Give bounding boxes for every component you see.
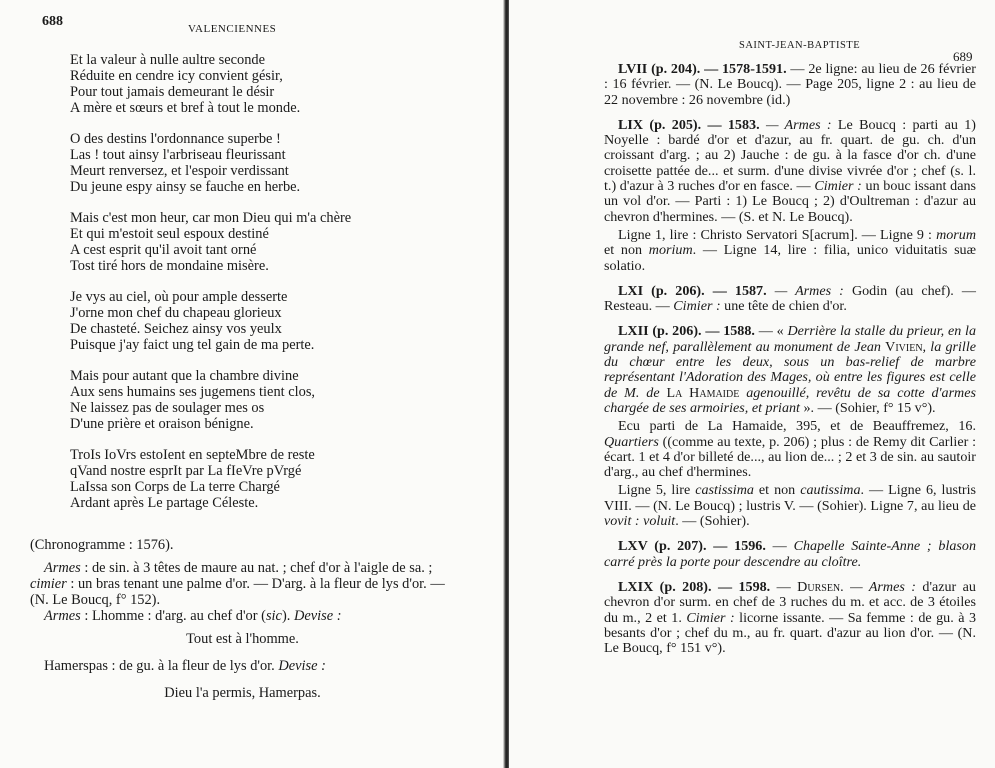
entry-heading: LXV (p. 207). — 1596. (618, 538, 766, 555)
verse-line: De chasteté. Seichez ainsy vos yeulx (70, 320, 282, 337)
verse-line: Réduite en cendre icy convient gésir, (70, 67, 283, 84)
stanza (70, 290, 351, 354)
notes-right (604, 62, 976, 666)
verse-line: A cest esprit qu'il avoit tant orné (70, 241, 257, 258)
verse-line: Puisque j'ay faict ung tel gain de ma perte. (70, 336, 315, 353)
entry-heading: LXIX (p. 208). — 1598. (618, 578, 771, 595)
stanza (70, 132, 351, 196)
verse-line: Mais c'est mon heur, car mon Dieu qui m'a chère (70, 210, 352, 227)
hamerspas-note: Hamerspas : de gu. à la fleur de lys d'or. Devise : (44, 658, 326, 674)
entry-lxii: LXII (p. 206). — 1588. — « Derrière la stalle du prieur, en la grande nef, parallèlement au monument de Jean Vivien, la grille du chœur entre les deux, sous un bas-relief de marbre représentant l'Adoration des Mages, où entre les figures est celle de M. de La Hamaide agenouillé, revêtu de sa cotte d'armes chargée de ses armoiries, et priant ». — (Sohier, f° 15 v°). Ecu parti de La Hamaide, 395, et de Beauffremez, 16. Quartiers ((comme au texte, p. 206) ; plus : de Remy dit Carlier : écart. 1 et 4 d'or billeté de..., au lion de... ; 2 et 3 de sin. au sautoir d'arg., au chef d'hermines. Ligne 5, lire castissima et non cautissima. — Ligne 6, lustris VIII. — (N. Le Boucq) ; lustris V. — (Sohier). Ligne 7, au lieu de vovit : voluit. — (Sohier). (604, 323, 977, 530)
motto-1: Tout est à l'homme. (186, 631, 299, 647)
arms-note-2: Armes : Lhomme : d'arg. au chef d'or (sic). Devise : (44, 608, 342, 624)
entry-heading: LVII (p. 204). — 1578-1591. (618, 61, 787, 77)
chronogram-stanza (70, 448, 351, 512)
cimier-label: cimier (30, 576, 67, 592)
arms-label: Armes (44, 560, 81, 576)
running-head-right: SAINT-JEAN-BAPTISTE (739, 40, 861, 51)
verse-line: Ardant après Le partage Céleste. (70, 494, 259, 511)
verse-line: A mère et sœurs et bref à tout le monde. (70, 99, 301, 116)
notes-left (30, 537, 455, 701)
verse-line: TroIs IoVrs estoIent en septeMbre de reste (70, 447, 315, 464)
verse-line: J'orne mon chef du chapeau glorieux (70, 304, 282, 321)
arms-note-1: Armes : de sin. à 3 têtes de maure au nat. ; chef d'or à l'aigle de sa. ; cimier : un bras tenant une palme d'or. — D'arg. à la fleur de lys d'or. — (N. Le Boucq, f° 152). (30, 560, 445, 608)
verse-line: Du jeune espy ainsy se fauche en herbe. (70, 178, 301, 195)
entry-lxix: LXIX (p. 208). — 1598. — Dursen. — Armes : d'azur au chevron d'or surm. en chef de 3 ruches du m. et acc. de 3 étoiles du m., 2 et 1. Cimier : licorne issante. — Sa femme : de gu. à 3 besants d'or ; chef du m., au fr. quart. d'azur au lion d'or. — (N. Le Boucq, f° 151 v°). (604, 578, 977, 657)
right-page (509, 0, 995, 768)
entry-heading: LXII (p. 206). — 1588. (618, 323, 755, 340)
verse-line: LaIssa son Corps de La terre Chargé (70, 478, 280, 495)
running-head-left: VALENCIENNES (188, 23, 277, 35)
verse-line: qVand nostre esprIt par La fIeVre pVrgé (70, 462, 302, 479)
verse-line: Mais pour autant que la chambre divine (70, 368, 299, 385)
page-number-right: 689 (953, 49, 973, 64)
verse-line: D'une prière et oraison bénigne. (70, 415, 254, 432)
entry-lxv: LXV (p. 207). — 1596. — Chapelle Sainte-Anne ; blason carré près la porte pour descendre au cloître. (604, 538, 976, 570)
verse-line: Et qui m'estoit seul espoux destiné (70, 225, 269, 242)
verse-line: Meurt renversez, et l'espoir verdissant (70, 162, 289, 179)
entry-lxi: LXI (p. 206). — 1587. — Armes : Godin (au chef). — Resteau. — Cimier : une tête de chien d'or. (604, 282, 977, 315)
entry-heading: LXI (p. 206). — 1587. (618, 282, 767, 299)
stanza (70, 211, 351, 275)
chronogram-note: (Chronogramme : 1576). (30, 537, 174, 553)
verse-line: Et la valeur à nulle aultre seconde (70, 52, 265, 68)
verse-line: Las ! tout ainsy l'arbriseau fleurissant (70, 146, 286, 163)
verse-line: Je vys au ciel, où pour ample desserte (70, 289, 288, 306)
entry-lix: LIX (p. 205). — 1583. — Armes : Le Boucq : parti au 1) Noyelle : bardé d'or et d'azur, au fr. quart. de gu. ch. d'un croissant d'arg. ; au 2) Jauche : de gu. à la fasce d'or ch. d'une croisette pattée de... et surm. d'une divise vivrée d'or ; chef (s. l. t.) d'azur à 3 ruches d'or en fasce. — Cimier : un bouc issant dans un vol d'or. — Parti : 1) Le Boucq ; 2) d'Oultreman : d'azur au chevron d'hermines. — (S. et N. Le Boucq). Ligne 1, lire : Christo Servatori S[acrum]. — Ligne 9 : morum et non morium. — Ligne 14, lire : filia, unico viduitatis suæ solatio. (604, 116, 976, 274)
devise-label: Devise : (293, 608, 342, 624)
epitaph-poem (70, 53, 351, 512)
verse-line: O des destins l'ordonnance superbe ! (70, 131, 281, 148)
devise-label: Devise : (278, 658, 326, 674)
stanza (70, 369, 351, 433)
page-number-left: 688 (42, 14, 63, 29)
verse-line: Ne laissez pas de soulager mes os (70, 399, 265, 416)
entry-lvii: LVII (p. 204). — 1578-1591. — 2e ligne: au lieu de 26 février : 16 février. — (N. Le Boucq). — Page 205, ligne 2 : au lieu de 22 novembre : 26 novembre (id.) (604, 61, 976, 108)
arms-label: Armes (44, 608, 81, 624)
verse-line: Pour tout jamais demeurant le désir (70, 83, 275, 100)
entry-heading: LIX (p. 205). — 1583. (618, 116, 760, 133)
verse-line: Aux sens humains ses jugemens tient clos, (70, 383, 316, 400)
stanza (70, 53, 351, 117)
verse-line: Tost tiré hors de mondaine misère. (70, 257, 269, 274)
motto-2: Dieu l'a permis, Hamerpas. (164, 685, 321, 701)
